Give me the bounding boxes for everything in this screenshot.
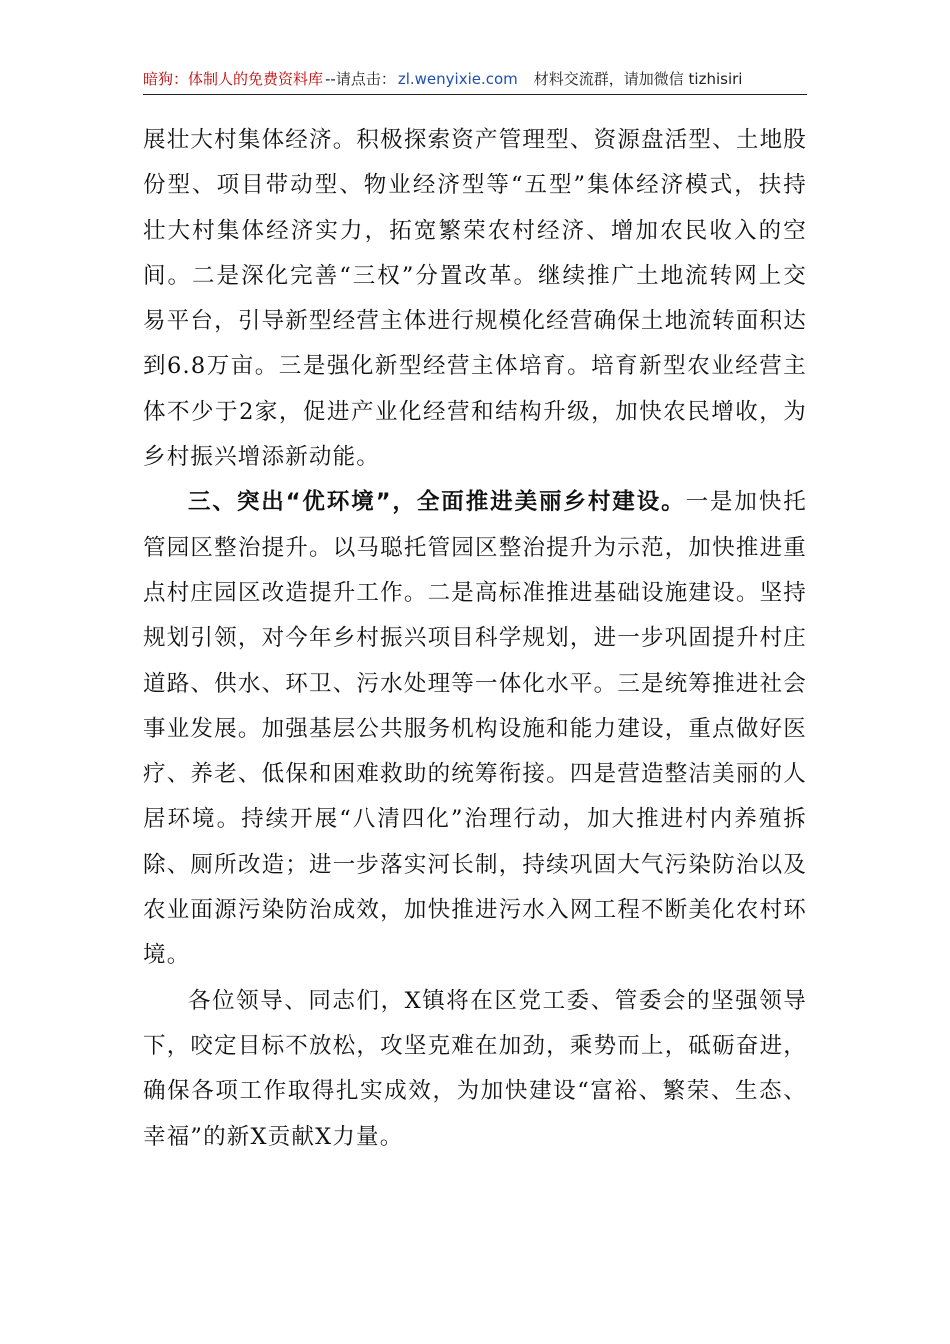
paragraph-section-three — [143, 480, 807, 978]
header-separator: --请点击： — [325, 70, 396, 88]
document-body — [143, 118, 807, 1160]
page-header — [143, 68, 807, 95]
header-brand: 暗狗：体制人的免费资料库 — [143, 70, 324, 88]
header-link[interactable]: zl.wenyixie.com — [397, 70, 518, 88]
header-wechat-note: 材料交流群，请加微信 tizhisiri — [533, 70, 743, 88]
paragraph-continuation: 展壮大村集体经济。积极探索资产管理型、资源盘活型、土地股份型、项目带动型、物业经济型等“五型”集体经济模式，扶持壮大村集体经济实力，拓宽繁荣农村经济、增加农民收入的空间。二是深化完善“三权”分置改革。继续推广土地流转网上交易平台，引导新型经营主体进行规模化经营确保土地流转面积达到6.8万亩。三是强化新型经营主体培育。培育新型农业经营主体不少于2家，促进产业化经营和结构升级，加快农民增收，为乡村振兴增添新动能。 — [143, 127, 807, 471]
section-heading: 三、突出“优环境”，全面推进美丽乡村建设。 — [188, 489, 686, 516]
paragraph-closing: 各位领导、同志们，X镇将在区党工委、管委会的坚强领导下，咬定目标不放松，攻坚克难在加劲，乘势而上，砥砺奋进，确保各项工作取得扎实成效，为加快建设“富裕、繁荣、生态、幸福”的新X贡献X力量。 — [143, 987, 807, 1150]
section-three-text: 一是加快托管园区整治提升。以马聪托管园区整治提升为示范，加快推进重点村庄园区改造提升工作。二是高标准推进基础设施建设。坚持规划引领，对今年乡村振兴项目科学规划，进一步巩固提升村庄道路、供水、环卫、污水处理等一体化水平。三是统筹推进社会事业发展。加强基层公共服务机构设施和能力建设，重点做好医疗、养老、低保和困难救助的统筹衔接。四是营造整洁美丽的人居环境。持续开展“八清四化”治理行动，加大推进村内养殖拆除、厕所改造；进一步落实河长制，持续巩固大气污染防治以及农业面源污染防治成效，加快推进污水入网工程不断美化农村环境。 — [143, 489, 807, 969]
